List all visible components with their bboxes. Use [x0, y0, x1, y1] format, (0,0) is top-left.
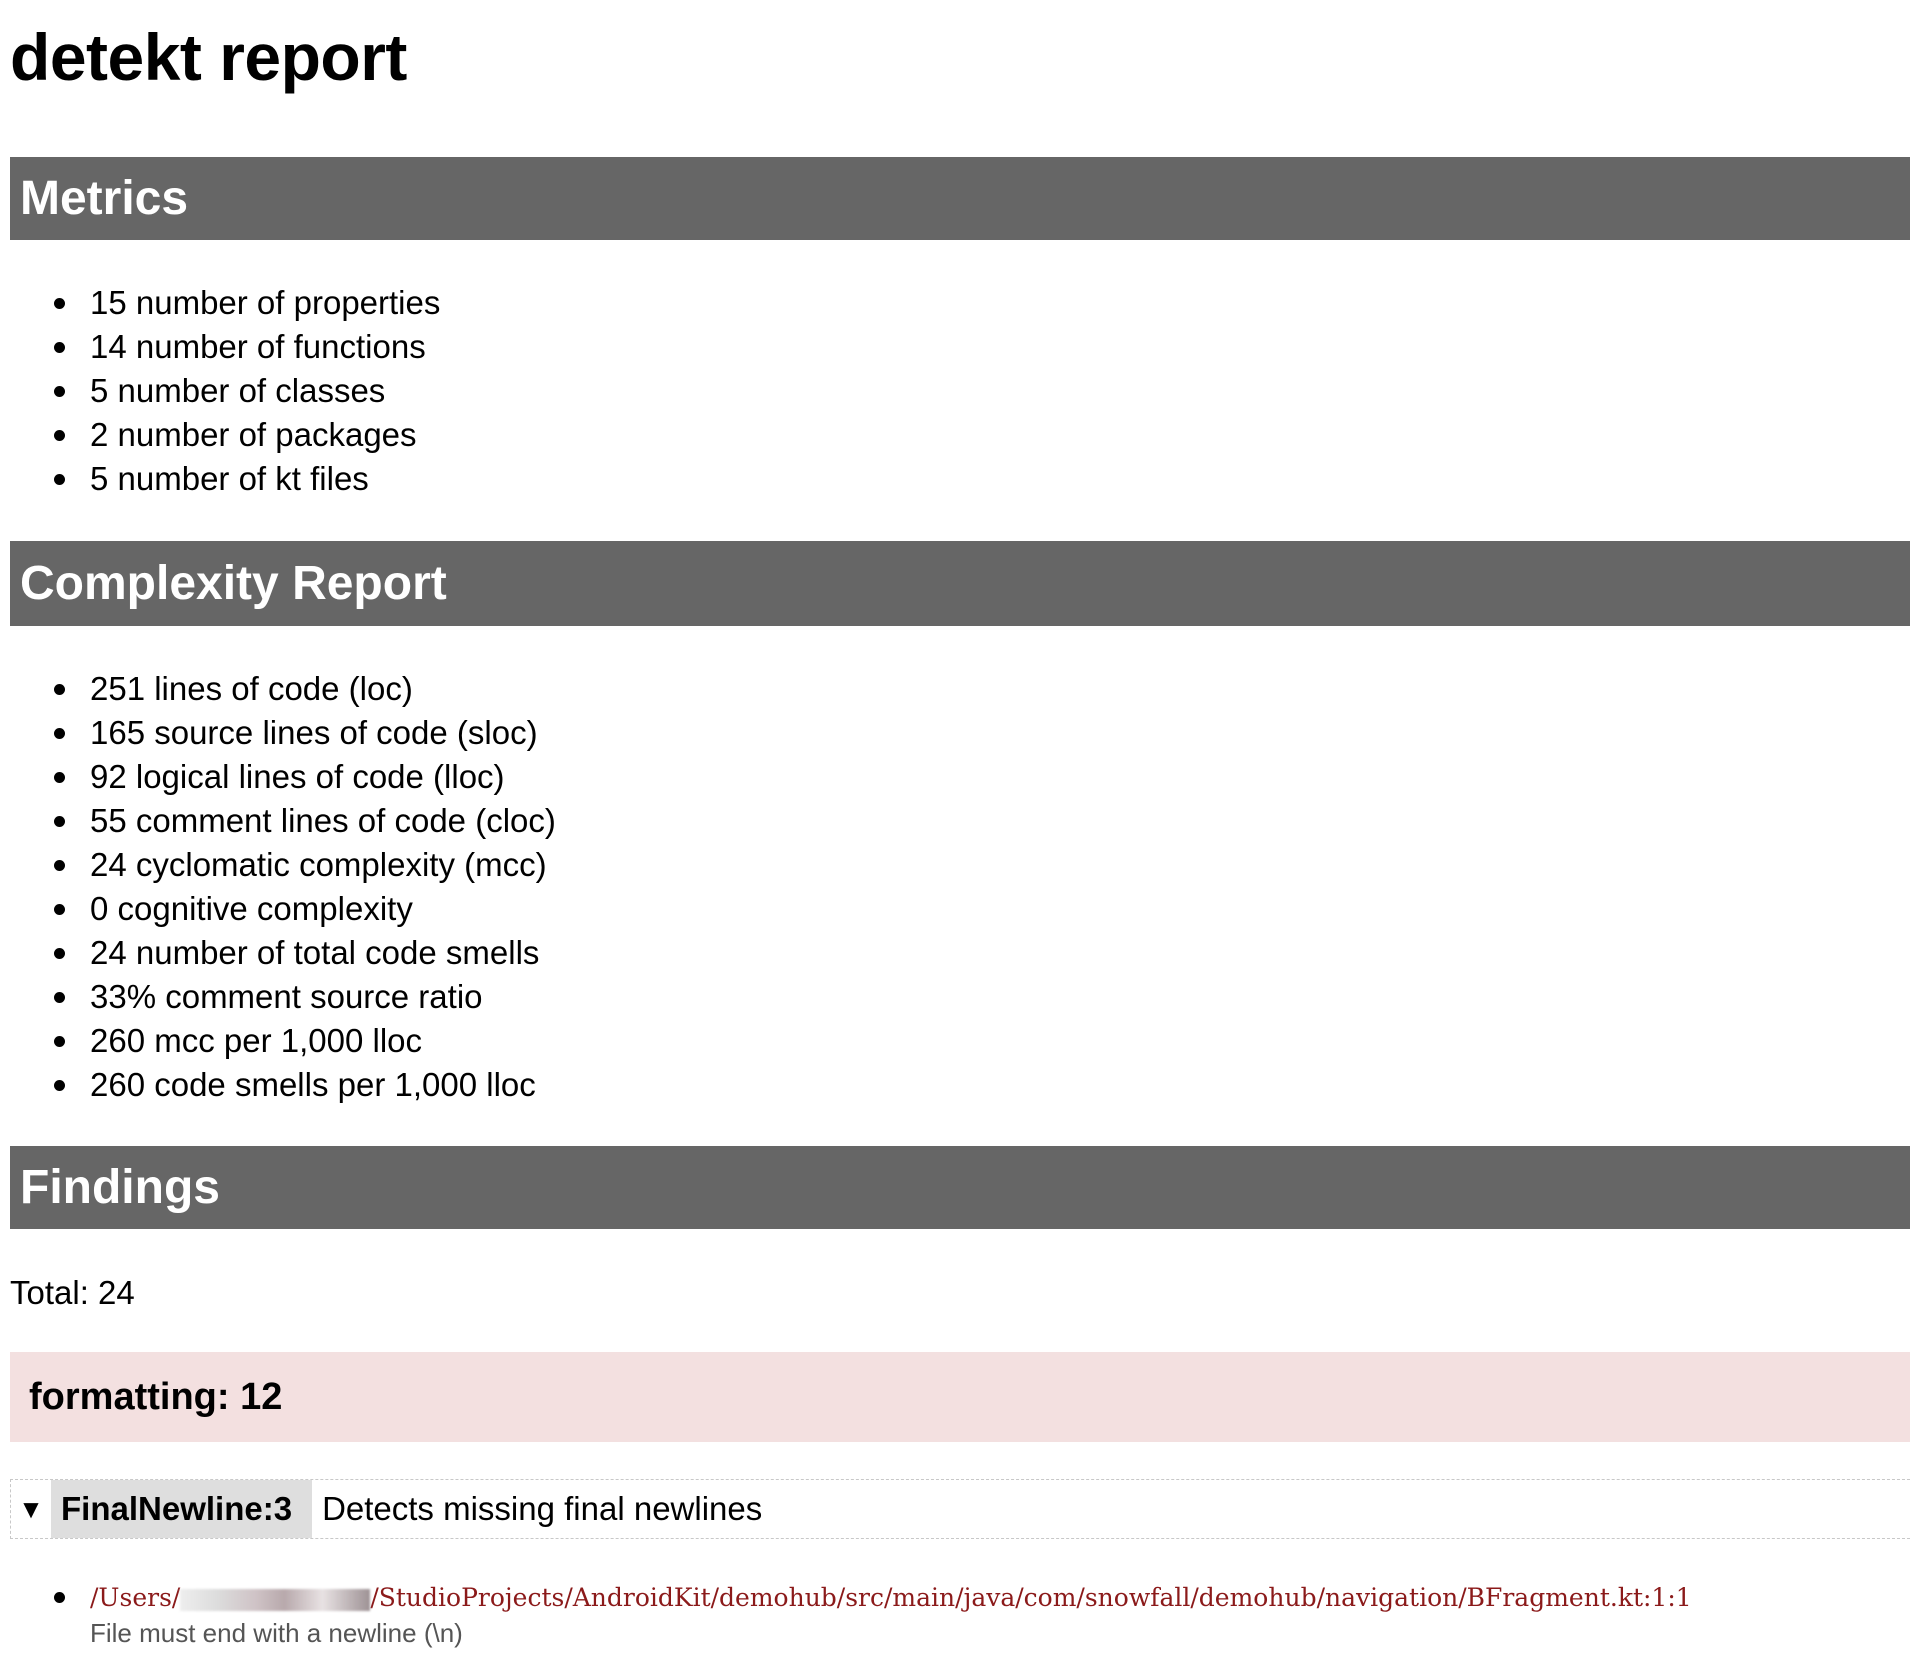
list-item: 5 number of classes [0, 369, 440, 413]
rule-name: FinalNewline: [61, 1490, 274, 1527]
category-name: formatting: [29, 1375, 230, 1418]
category-header-formatting [10, 1352, 1910, 1442]
rule-name-badge[interactable] [51, 1480, 312, 1538]
complexity-section-header: Complexity Report [10, 541, 1910, 626]
path-prefix: /Users/ [90, 1583, 181, 1612]
list-item: 33% comment source ratio [0, 975, 556, 1019]
findings-total-value: 24 [98, 1274, 135, 1311]
list-item: 260 mcc per 1,000 lloc [0, 1019, 556, 1063]
finding-location [90, 1578, 1692, 1618]
metrics-list [0, 281, 440, 501]
list-item: 15 number of properties [0, 281, 440, 325]
metrics-section-header: Metrics [10, 157, 1910, 240]
triangle-down-icon[interactable]: ▼ [18, 1493, 44, 1524]
list-item: 14 number of functions [0, 325, 440, 369]
findings-total-label: Total: [10, 1274, 89, 1311]
list-item: 260 code smells per 1,000 lloc [0, 1063, 556, 1107]
rule-description: Detects missing final newlines [322, 1490, 763, 1527]
list-item: 92 logical lines of code (lloc) [0, 755, 556, 799]
list-item: 24 number of total code smells [0, 931, 556, 975]
list-item: 165 source lines of code (sloc) [0, 711, 556, 755]
rule-count: 3 [273, 1490, 293, 1527]
finding-message: File must end with a newline (\n) [90, 1618, 463, 1648]
complexity-list [0, 667, 556, 1107]
path-suffix: /StudioProjects/AndroidKit/demohub/src/main/java/com/snowfall/demohub/navigation/BFragment.kt:1:1 [370, 1583, 1692, 1612]
list-item: 24 cyclomatic complexity (mcc) [0, 843, 556, 887]
redacted-username [180, 1589, 370, 1611]
page-title: detekt report [10, 20, 407, 94]
findings-total [10, 1271, 135, 1315]
list-item: 55 comment lines of code (cloc) [0, 799, 556, 843]
list-item: 5 number of kt files [0, 457, 440, 501]
list-item: 2 number of packages [0, 413, 440, 457]
list-item: 251 lines of code (loc) [0, 667, 556, 711]
list-item: 0 cognitive complexity [0, 887, 556, 931]
rule-summary-finalnewline[interactable] [10, 1479, 1910, 1539]
findings-section-header: Findings [10, 1146, 1910, 1229]
category-count: 12 [240, 1375, 283, 1418]
